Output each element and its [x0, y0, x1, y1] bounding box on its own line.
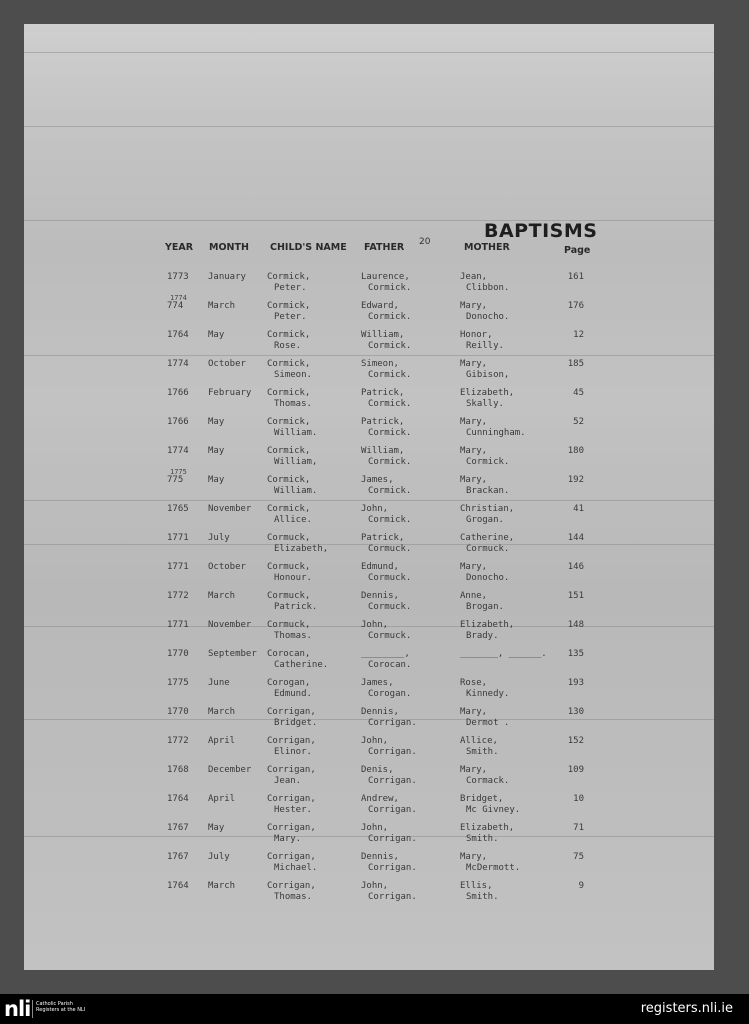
- entry-child-forename: Honour.: [274, 573, 312, 583]
- entry-child-surname: Cormick,: [267, 504, 311, 514]
- entry-mother-forename: Mary,: [460, 765, 488, 775]
- entry-child-forename: William.: [274, 486, 318, 496]
- entry-father-forename: Patrick,: [361, 533, 405, 543]
- ruled-line: [24, 126, 714, 127]
- entry-month: October: [208, 562, 246, 572]
- footer-bar: [0, 994, 749, 1024]
- entry-child-surname: Corrigan,: [267, 707, 316, 717]
- entry-mother-surname: Kinnedy.: [466, 689, 510, 699]
- entry-mother-surname: Smith.: [466, 892, 499, 902]
- entry-mother-forename: Mary,: [460, 475, 488, 485]
- entry-year: 1770: [167, 649, 189, 659]
- entry-child-forename: William,: [274, 457, 318, 467]
- entry-mother-surname: Gibison,: [466, 370, 510, 380]
- entry-row: [24, 649, 714, 678]
- entry-row: [24, 504, 714, 533]
- entry-row: [24, 417, 714, 446]
- entry-page: 176: [567, 301, 584, 311]
- entry-row: [24, 620, 714, 649]
- header-month: MONTH: [209, 242, 249, 253]
- logo-divider: [32, 1000, 33, 1018]
- entry-row: [24, 765, 714, 794]
- entry-year: 1767: [167, 823, 189, 833]
- entry-row: [24, 678, 714, 707]
- entry-year: 1770: [167, 707, 189, 717]
- entry-father-forename: ________,: [361, 649, 410, 659]
- entry-month: October: [208, 359, 246, 369]
- entry-father-forename: John,: [361, 620, 389, 630]
- entry-child-forename: Patrick.: [274, 602, 318, 612]
- entry-month: May: [208, 417, 225, 427]
- entry-child-forename: Rose.: [274, 341, 302, 351]
- entry-child-surname: Cormick,: [267, 388, 311, 398]
- entry-mother-forename: Honor,: [460, 330, 493, 340]
- entry-father-surname: Cormick.: [368, 457, 412, 467]
- entry-father-forename: Simeon,: [361, 359, 399, 369]
- entry-child-forename: Thomas.: [274, 892, 312, 902]
- entry-father-forename: William,: [361, 446, 405, 456]
- entry-page: 41: [573, 504, 584, 514]
- entry-child-surname: Corrigan,: [267, 794, 316, 804]
- entry-page: 144: [567, 533, 584, 543]
- entry-page: 9: [578, 881, 584, 891]
- entry-father-forename: Patrick,: [361, 388, 405, 398]
- entry-page: 135: [567, 649, 584, 659]
- entry-mother-surname: Smith.: [466, 834, 499, 844]
- entry-page: 109: [567, 765, 584, 775]
- header-year: YEAR: [165, 242, 194, 253]
- entry-father-forename: Edward,: [361, 301, 399, 311]
- entry-father-surname: Cormick.: [368, 370, 412, 380]
- entry-row: [24, 562, 714, 591]
- entry-father-forename: Laurence,: [361, 272, 410, 282]
- entry-month: September: [208, 649, 257, 659]
- entry-child-forename: Catherine.: [274, 660, 329, 670]
- entry-mother-forename: Mary,: [460, 562, 488, 572]
- entry-row: [24, 881, 714, 910]
- entry-child-forename: Edmund.: [274, 689, 312, 699]
- entry-page: 151: [567, 591, 584, 601]
- entry-child-surname: Cormuck,: [267, 620, 311, 630]
- entry-father-surname: Cormick.: [368, 515, 412, 525]
- entry-row: [24, 794, 714, 823]
- entry-year: 1764: [167, 794, 189, 804]
- entry-child-forename: William.: [274, 428, 318, 438]
- entry-father-forename: James,: [361, 678, 394, 688]
- entry-father-surname: Cormuck.: [368, 573, 412, 583]
- entry-child-surname: Cormick,: [267, 475, 311, 485]
- entry-month: May: [208, 823, 225, 833]
- entry-father-surname: Cormick.: [368, 486, 412, 496]
- entry-child-forename: Michael.: [274, 863, 318, 873]
- entry-child-surname: Cormick,: [267, 272, 311, 282]
- entry-father-forename: Andrew,: [361, 794, 399, 804]
- entry-mother-forename: Mary,: [460, 446, 488, 456]
- entry-row: [24, 591, 714, 620]
- entry-child-forename: Elinor.: [274, 747, 312, 757]
- entry-father-surname: Corrigan.: [368, 834, 417, 844]
- entry-year: 1772: [167, 591, 189, 601]
- entry-child-forename: Thomas.: [274, 631, 312, 641]
- entry-page: 152: [567, 736, 584, 746]
- entry-mother-surname: Reilly.: [466, 341, 504, 351]
- ruled-line: [24, 52, 714, 53]
- entry-mother-forename: Jean,: [460, 272, 488, 282]
- entry-mother-surname: Cormuck.: [466, 544, 510, 554]
- entry-mother-forename: Mary,: [460, 359, 488, 369]
- entry-page: 75: [573, 852, 584, 862]
- entry-father-surname: Corrigan.: [368, 747, 417, 757]
- entry-father-forename: Dennis,: [361, 707, 399, 717]
- page-number: 20: [419, 237, 431, 247]
- entry-year: 775: [167, 475, 184, 485]
- entry-father-forename: James,: [361, 475, 394, 485]
- entry-mother-forename: Rose,: [460, 678, 488, 688]
- entry-page: 52: [573, 417, 584, 427]
- entry-year: 1774: [167, 359, 189, 369]
- entry-child-forename: Bridget.: [274, 718, 318, 728]
- entry-mother-forename: Catherine,: [460, 533, 515, 543]
- entry-month: March: [208, 707, 236, 717]
- entry-father-forename: John,: [361, 736, 389, 746]
- entry-page: 180: [567, 446, 584, 456]
- header-father: FATHER: [364, 242, 405, 253]
- entry-child-forename: Hester.: [274, 805, 312, 815]
- entry-year: 1765: [167, 504, 189, 514]
- entry-month: April: [208, 794, 236, 804]
- entry-mother-surname: Brogan.: [466, 602, 504, 612]
- entry-month: April: [208, 736, 236, 746]
- entry-mother-surname: Brackan.: [466, 486, 510, 496]
- nli-logo[interactable]: nli: [4, 997, 31, 1021]
- entry-month: November: [208, 620, 252, 630]
- entry-page: 185: [567, 359, 584, 369]
- entry-father-surname: Cormick.: [368, 399, 412, 409]
- entry-father-surname: Cormick.: [368, 341, 412, 351]
- entry-father-surname: Corogan.: [368, 689, 412, 699]
- entry-month: March: [208, 301, 236, 311]
- entry-mother-forename: Mary,: [460, 417, 488, 427]
- entry-row: [24, 388, 714, 417]
- entry-mother-forename: Mary,: [460, 301, 488, 311]
- entry-page: 12: [573, 330, 584, 340]
- entry-child-surname: Corrigan,: [267, 765, 316, 775]
- entry-child-surname: Cormick,: [267, 446, 311, 456]
- entry-mother-surname: McDermott.: [466, 863, 521, 873]
- entry-child-forename: Peter.: [274, 283, 307, 293]
- entries-list: [24, 272, 714, 910]
- entry-father-surname: Corocan.: [368, 660, 412, 670]
- entry-mother-surname: Clibbon.: [466, 283, 510, 293]
- entry-year: 1766: [167, 417, 189, 427]
- entry-page: 192: [567, 475, 584, 485]
- entry-father-surname: Corrigan.: [368, 892, 417, 902]
- entry-mother-surname: Cormick.: [466, 457, 510, 467]
- entry-year: 1764: [167, 330, 189, 340]
- entry-father-surname: Cormick.: [368, 312, 412, 322]
- entry-mother-forename: Christian,: [460, 504, 515, 514]
- entry-row: [24, 446, 714, 475]
- entry-child-surname: Cormick,: [267, 417, 311, 427]
- ruled-line: [24, 220, 714, 221]
- entry-father-surname: Cormuck.: [368, 544, 412, 554]
- entry-row: [24, 852, 714, 881]
- entry-page: 71: [573, 823, 584, 833]
- entry-year: 1771: [167, 562, 189, 572]
- header-page: Page: [564, 245, 591, 256]
- entry-father-forename: John,: [361, 823, 389, 833]
- entry-mother-forename: Elizabeth,: [460, 620, 515, 630]
- entry-row: [24, 707, 714, 736]
- entry-page: 193: [567, 678, 584, 688]
- entry-row: [24, 330, 714, 359]
- entry-mother-surname: Cunningham.: [466, 428, 526, 438]
- entry-mother-forename: Mary,: [460, 852, 488, 862]
- entry-father-surname: Cormick.: [368, 428, 412, 438]
- entry-row: [24, 736, 714, 765]
- entry-child-forename: Thomas.: [274, 399, 312, 409]
- entry-mother-forename: Allice,: [460, 736, 498, 746]
- year-annotation: 1774: [170, 294, 187, 302]
- entry-father-forename: Patrick,: [361, 417, 405, 427]
- entry-year: 1772: [167, 736, 189, 746]
- entry-child-surname: Corogan,: [267, 678, 311, 688]
- entry-month: July: [208, 852, 230, 862]
- entry-year: 1768: [167, 765, 189, 775]
- entry-father-surname: Corrigan.: [368, 776, 417, 786]
- header-child: CHILD'S NAME: [270, 242, 347, 253]
- entry-father-forename: John,: [361, 881, 389, 891]
- entry-mother-surname: Donocho.: [466, 573, 510, 583]
- entry-year: 1771: [167, 620, 189, 630]
- entry-child-surname: Corrigan,: [267, 736, 316, 746]
- entry-page: 130: [567, 707, 584, 717]
- entry-month: January: [208, 272, 246, 282]
- header-mother: MOTHER: [464, 242, 510, 253]
- entry-father-forename: Dennis,: [361, 591, 399, 601]
- entry-mother-surname: Grogan.: [466, 515, 504, 525]
- entry-mother-forename: Bridget,: [460, 794, 504, 804]
- entry-child-surname: Cormick,: [267, 330, 311, 340]
- entry-child-forename: Jean.: [274, 776, 302, 786]
- entry-father-forename: William,: [361, 330, 405, 340]
- entry-month: May: [208, 475, 225, 485]
- entry-mother-forename: _______, ______.: [460, 649, 547, 659]
- site-link[interactable]: registers.nli.ie: [640, 1001, 733, 1016]
- entry-mother-surname: Brady.: [466, 631, 499, 641]
- entry-mother-forename: Elizabeth,: [460, 823, 515, 833]
- entry-page: 45: [573, 388, 584, 398]
- entry-mother-surname: Dermot .: [466, 718, 510, 728]
- year-annotation: 1775: [170, 468, 187, 476]
- entry-child-forename: Peter.: [274, 312, 307, 322]
- entry-child-forename: Allice.: [274, 515, 312, 525]
- register-page: [24, 24, 714, 970]
- entry-month: May: [208, 446, 225, 456]
- entry-mother-surname: Smith.: [466, 747, 499, 757]
- entry-year: 1771: [167, 533, 189, 543]
- entry-month: November: [208, 504, 252, 514]
- entry-child-surname: Cormuck,: [267, 533, 311, 543]
- entry-father-surname: Cormick.: [368, 283, 412, 293]
- entry-row: [24, 533, 714, 562]
- entry-year: 1767: [167, 852, 189, 862]
- entry-month: December: [208, 765, 252, 775]
- entry-child-surname: Cormuck,: [267, 591, 311, 601]
- entry-mother-forename: Mary,: [460, 707, 488, 717]
- entry-row: [24, 272, 714, 301]
- entry-child-surname: Corocan,: [267, 649, 311, 659]
- entry-father-surname: Corrigan.: [368, 805, 417, 815]
- entry-child-surname: Corrigan,: [267, 823, 316, 833]
- entry-child-forename: Simeon.: [274, 370, 312, 380]
- entry-row: [24, 359, 714, 388]
- entry-page: 146: [567, 562, 584, 572]
- entry-month: March: [208, 591, 236, 601]
- entry-father-forename: John,: [361, 504, 389, 514]
- entry-year: 1766: [167, 388, 189, 398]
- entry-father-surname: Cormuck.: [368, 602, 412, 612]
- entry-father-forename: Edmund,: [361, 562, 399, 572]
- entry-father-forename: Denis,: [361, 765, 394, 775]
- entry-mother-surname: Mc Givney.: [466, 805, 521, 815]
- entry-child-forename: Elizabeth,: [274, 544, 329, 554]
- entry-mother-forename: Ellis,: [460, 881, 493, 891]
- entry-mother-surname: Cormack.: [466, 776, 510, 786]
- entry-row: [24, 468, 714, 504]
- entry-child-surname: Corrigan,: [267, 881, 316, 891]
- entry-month: February: [208, 388, 252, 398]
- entry-month: June: [208, 678, 230, 688]
- entry-year: 1775: [167, 678, 189, 688]
- entry-year: 774: [167, 301, 184, 311]
- entry-mother-surname: Donocho.: [466, 312, 510, 322]
- entry-page: 148: [567, 620, 584, 630]
- entry-month: July: [208, 533, 230, 543]
- entry-child-surname: Cormick,: [267, 359, 311, 369]
- entry-page: 161: [567, 272, 584, 282]
- entry-month: March: [208, 881, 236, 891]
- entry-month: May: [208, 330, 225, 340]
- entry-year: 1774: [167, 446, 189, 456]
- entry-row: [24, 823, 714, 852]
- entry-child-surname: Cormick,: [267, 301, 311, 311]
- entry-child-surname: Corrigan,: [267, 852, 316, 862]
- entry-child-forename: Mary.: [274, 834, 302, 844]
- entry-father-forename: Dennis,: [361, 852, 399, 862]
- entry-mother-forename: Anne,: [460, 591, 488, 601]
- entry-mother-forename: Elizabeth,: [460, 388, 515, 398]
- entry-father-surname: Cormuck.: [368, 631, 412, 641]
- entry-child-surname: Cormuck,: [267, 562, 311, 572]
- entry-father-surname: Corrigan.: [368, 863, 417, 873]
- entry-page: 10: [573, 794, 584, 804]
- page-title: BAPTISMS: [484, 220, 598, 242]
- entry-year: 1773: [167, 272, 189, 282]
- entry-year: 1764: [167, 881, 189, 891]
- entry-mother-surname: Skally.: [466, 399, 504, 409]
- entry-father-surname: Corrigan.: [368, 718, 417, 728]
- logo-caption: Catholic Parish Registers at the NLI: [36, 1001, 86, 1013]
- entry-row: [24, 294, 714, 330]
